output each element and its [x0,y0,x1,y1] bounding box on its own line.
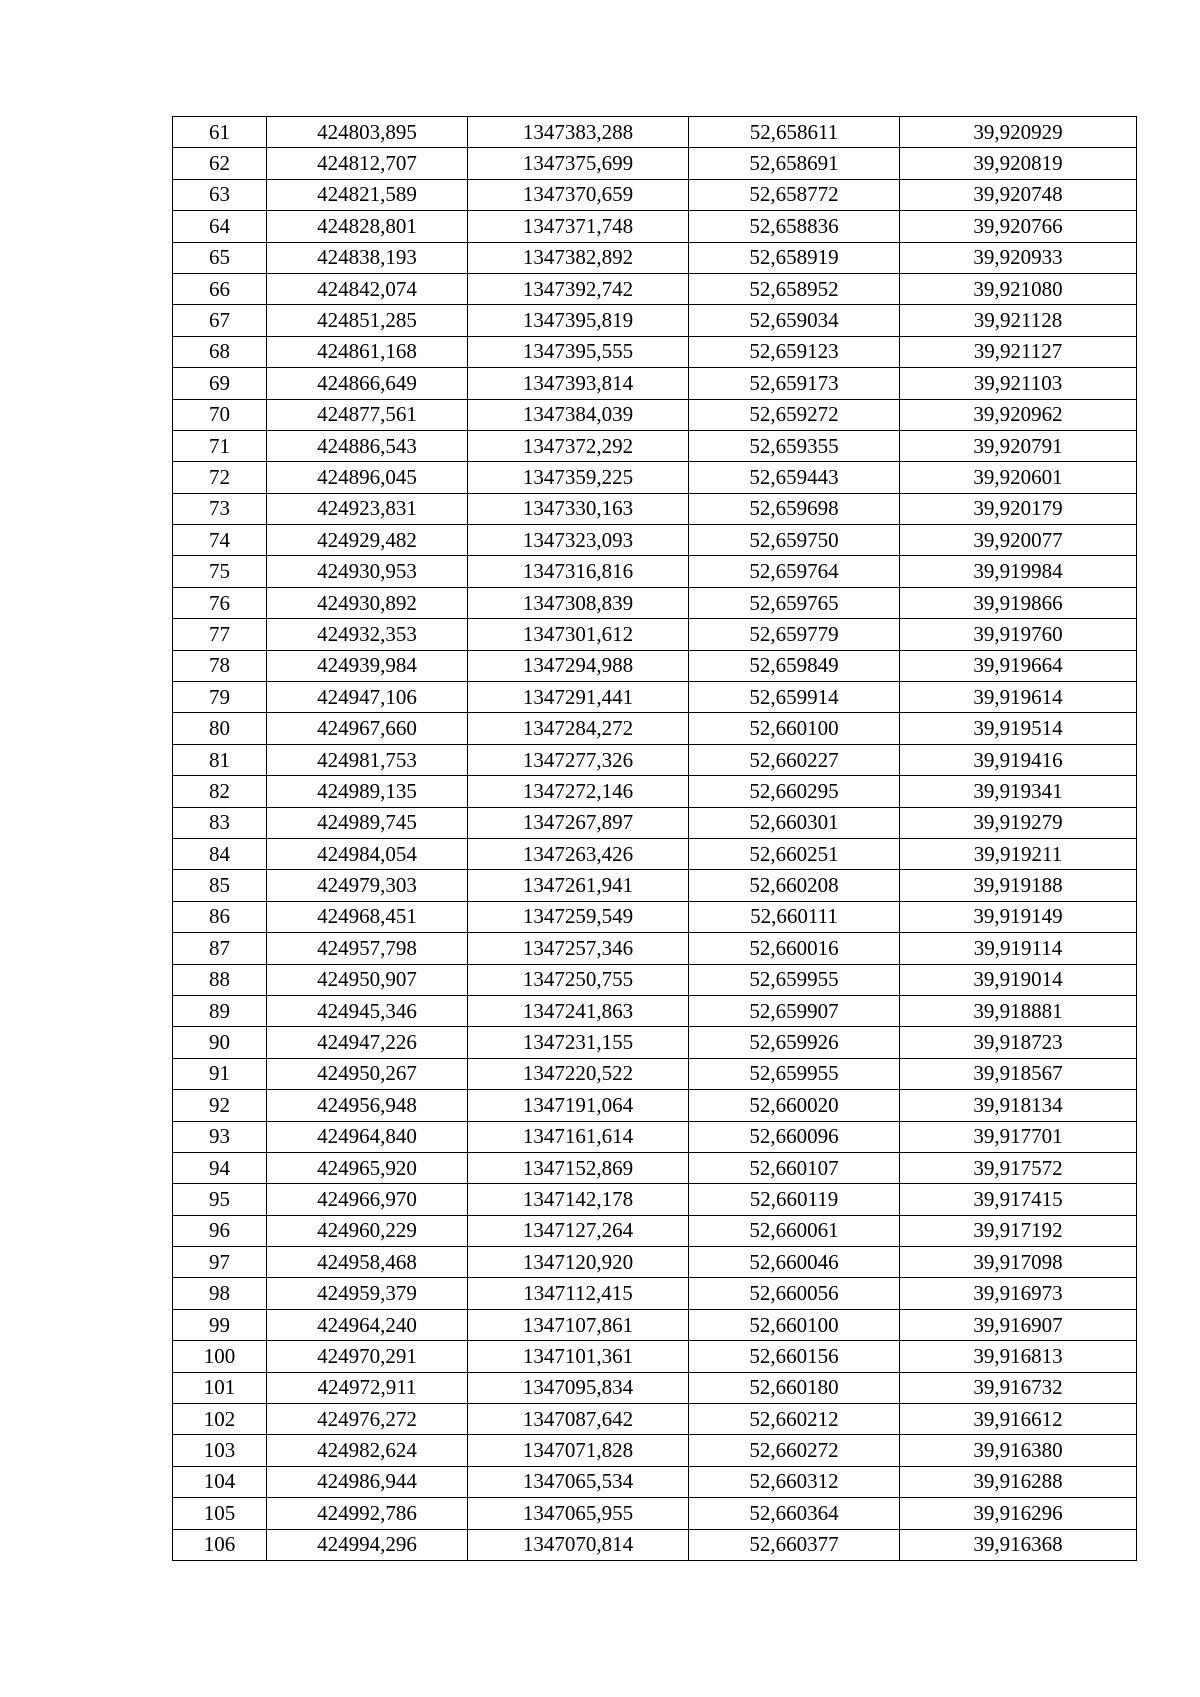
longitude-cell: 39,918723 [900,1027,1137,1058]
latitude-cell: 52,659355 [689,430,900,461]
x-coordinate-cell: 424896,045 [267,462,468,493]
latitude-cell: 52,659034 [689,305,900,336]
point-number-cell: 102 [173,1404,267,1435]
table-row [173,179,1137,210]
longitude-cell: 39,916612 [900,1404,1137,1435]
latitude-cell: 52,659955 [689,964,900,995]
longitude-cell: 39,920766 [900,211,1137,242]
latitude-cell: 52,659765 [689,587,900,618]
point-number-cell: 83 [173,807,267,838]
table-row [173,744,1137,775]
point-number-cell: 104 [173,1466,267,1497]
y-coordinate-cell: 1347065,534 [468,1466,689,1497]
y-coordinate-cell: 1347277,326 [468,744,689,775]
point-number-cell: 94 [173,1152,267,1183]
point-number-cell: 81 [173,744,267,775]
longitude-cell: 39,918567 [900,1058,1137,1089]
x-coordinate-cell: 424982,624 [267,1435,468,1466]
latitude-cell: 52,658772 [689,179,900,210]
x-coordinate-cell: 424966,970 [267,1184,468,1215]
x-coordinate-cell: 424994,296 [267,1529,468,1560]
y-coordinate-cell: 1347384,039 [468,399,689,430]
y-coordinate-cell: 1347371,748 [468,211,689,242]
point-number-cell: 78 [173,650,267,681]
x-coordinate-cell: 424947,106 [267,682,468,713]
longitude-cell: 39,920929 [900,117,1137,148]
longitude-cell: 39,918881 [900,995,1137,1026]
y-coordinate-cell: 1347372,292 [468,430,689,461]
y-coordinate-cell: 1347330,163 [468,493,689,524]
table-row [173,305,1137,336]
y-coordinate-cell: 1347120,920 [468,1247,689,1278]
latitude-cell: 52,660096 [689,1121,900,1152]
x-coordinate-cell: 424976,272 [267,1404,468,1435]
latitude-cell: 52,660111 [689,901,900,932]
longitude-cell: 39,919614 [900,682,1137,713]
point-number-cell: 70 [173,399,267,430]
latitude-cell: 52,659849 [689,650,900,681]
x-coordinate-cell: 424956,948 [267,1090,468,1121]
table-row [173,776,1137,807]
y-coordinate-cell: 1347301,612 [468,619,689,650]
longitude-cell: 39,919416 [900,744,1137,775]
x-coordinate-cell: 424972,911 [267,1372,468,1403]
latitude-cell: 52,660208 [689,870,900,901]
y-coordinate-cell: 1347095,834 [468,1372,689,1403]
table-row [173,368,1137,399]
table-row [173,1184,1137,1215]
table-row [173,1247,1137,1278]
x-coordinate-cell: 424886,543 [267,430,468,461]
table-row [173,964,1137,995]
x-coordinate-cell: 424851,285 [267,305,468,336]
latitude-cell: 52,659764 [689,556,900,587]
latitude-cell: 52,659443 [689,462,900,493]
table-row [173,713,1137,744]
longitude-cell: 39,918134 [900,1090,1137,1121]
point-number-cell: 65 [173,242,267,273]
x-coordinate-cell: 424842,074 [267,273,468,304]
point-number-cell: 61 [173,117,267,148]
x-coordinate-cell: 424960,229 [267,1215,468,1246]
longitude-cell: 39,921127 [900,336,1137,367]
latitude-cell: 52,659272 [689,399,900,430]
point-number-cell: 97 [173,1247,267,1278]
point-number-cell: 87 [173,933,267,964]
x-coordinate-cell: 424964,840 [267,1121,468,1152]
longitude-cell: 39,919984 [900,556,1137,587]
point-number-cell: 90 [173,1027,267,1058]
latitude-cell: 52,660227 [689,744,900,775]
latitude-cell: 52,658611 [689,117,900,148]
point-number-cell: 79 [173,682,267,713]
table-row [173,336,1137,367]
table-row [173,650,1137,681]
y-coordinate-cell: 1347152,869 [468,1152,689,1183]
latitude-cell: 52,659914 [689,682,900,713]
y-coordinate-cell: 1347395,555 [468,336,689,367]
point-number-cell: 92 [173,1090,267,1121]
longitude-cell: 39,919279 [900,807,1137,838]
longitude-cell: 39,916368 [900,1529,1137,1560]
latitude-cell: 52,660061 [689,1215,900,1246]
y-coordinate-cell: 1347375,699 [468,148,689,179]
x-coordinate-cell: 424929,482 [267,525,468,556]
table-row [173,587,1137,618]
table-row [173,1152,1137,1183]
table-row [173,1121,1137,1152]
point-number-cell: 64 [173,211,267,242]
latitude-cell: 52,660056 [689,1278,900,1309]
y-coordinate-cell: 1347071,828 [468,1435,689,1466]
latitude-cell: 52,658691 [689,148,900,179]
x-coordinate-cell: 424967,660 [267,713,468,744]
point-number-cell: 74 [173,525,267,556]
point-number-cell: 71 [173,430,267,461]
latitude-cell: 52,660312 [689,1466,900,1497]
table-row [173,273,1137,304]
table-row [173,1435,1137,1466]
longitude-cell: 39,919760 [900,619,1137,650]
table-row [173,838,1137,869]
latitude-cell: 52,659779 [689,619,900,650]
longitude-cell: 39,920748 [900,179,1137,210]
longitude-cell: 39,919014 [900,964,1137,995]
point-number-cell: 68 [173,336,267,367]
table-row [173,1058,1137,1089]
y-coordinate-cell: 1347259,549 [468,901,689,932]
longitude-cell: 39,920791 [900,430,1137,461]
x-coordinate-cell: 424957,798 [267,933,468,964]
point-number-cell: 84 [173,838,267,869]
point-number-cell: 95 [173,1184,267,1215]
point-number-cell: 66 [173,273,267,304]
latitude-cell: 52,658952 [689,273,900,304]
latitude-cell: 52,660272 [689,1435,900,1466]
latitude-cell: 52,660295 [689,776,900,807]
point-number-cell: 105 [173,1498,267,1529]
table-row [173,995,1137,1026]
y-coordinate-cell: 1347272,146 [468,776,689,807]
latitude-cell: 52,658919 [689,242,900,273]
x-coordinate-cell: 424821,589 [267,179,468,210]
latitude-cell: 52,660364 [689,1498,900,1529]
table-row [173,525,1137,556]
latitude-cell: 52,660107 [689,1152,900,1183]
latitude-cell: 52,660301 [689,807,900,838]
y-coordinate-cell: 1347220,522 [468,1058,689,1089]
y-coordinate-cell: 1347316,816 [468,556,689,587]
longitude-cell: 39,916973 [900,1278,1137,1309]
x-coordinate-cell: 424930,953 [267,556,468,587]
longitude-cell: 39,916380 [900,1435,1137,1466]
x-coordinate-cell: 424981,753 [267,744,468,775]
longitude-cell: 39,921080 [900,273,1137,304]
table-row [173,242,1137,273]
latitude-cell: 52,660156 [689,1341,900,1372]
y-coordinate-cell: 1347267,897 [468,807,689,838]
point-number-cell: 80 [173,713,267,744]
point-number-cell: 85 [173,870,267,901]
y-coordinate-cell: 1347284,272 [468,713,689,744]
longitude-cell: 39,919866 [900,587,1137,618]
x-coordinate-cell: 424828,801 [267,211,468,242]
y-coordinate-cell: 1347263,426 [468,838,689,869]
table-row [173,211,1137,242]
longitude-cell: 39,920179 [900,493,1137,524]
longitude-cell: 39,916813 [900,1341,1137,1372]
latitude-cell: 52,658836 [689,211,900,242]
x-coordinate-cell: 424992,786 [267,1498,468,1529]
x-coordinate-cell: 424989,745 [267,807,468,838]
table-row [173,399,1137,430]
table-row [173,682,1137,713]
latitude-cell: 52,660119 [689,1184,900,1215]
longitude-cell: 39,919664 [900,650,1137,681]
y-coordinate-cell: 1347087,642 [468,1404,689,1435]
x-coordinate-cell: 424964,240 [267,1309,468,1340]
y-coordinate-cell: 1347250,755 [468,964,689,995]
table-row [173,1372,1137,1403]
x-coordinate-cell: 424986,944 [267,1466,468,1497]
table-row [173,1027,1137,1058]
y-coordinate-cell: 1347370,659 [468,179,689,210]
point-number-cell: 88 [173,964,267,995]
y-coordinate-cell: 1347323,093 [468,525,689,556]
longitude-cell: 39,916907 [900,1309,1137,1340]
y-coordinate-cell: 1347142,178 [468,1184,689,1215]
x-coordinate-cell: 424950,267 [267,1058,468,1089]
table-row [173,430,1137,461]
y-coordinate-cell: 1347392,742 [468,273,689,304]
longitude-cell: 39,920819 [900,148,1137,179]
longitude-cell: 39,919211 [900,838,1137,869]
point-number-cell: 69 [173,368,267,399]
x-coordinate-cell: 424989,135 [267,776,468,807]
point-number-cell: 99 [173,1309,267,1340]
point-number-cell: 72 [173,462,267,493]
y-coordinate-cell: 1347383,288 [468,117,689,148]
y-coordinate-cell: 1347257,346 [468,933,689,964]
table-row [173,1090,1137,1121]
latitude-cell: 52,659750 [689,525,900,556]
longitude-cell: 39,919188 [900,870,1137,901]
y-coordinate-cell: 1347070,814 [468,1529,689,1560]
point-number-cell: 82 [173,776,267,807]
table-row [173,1309,1137,1340]
point-number-cell: 86 [173,901,267,932]
latitude-cell: 52,659926 [689,1027,900,1058]
point-number-cell: 101 [173,1372,267,1403]
longitude-cell: 39,916296 [900,1498,1137,1529]
x-coordinate-cell: 424939,984 [267,650,468,681]
longitude-cell: 39,919114 [900,933,1137,964]
latitude-cell: 52,660251 [689,838,900,869]
x-coordinate-cell: 424968,451 [267,901,468,932]
x-coordinate-cell: 424812,707 [267,148,468,179]
point-number-cell: 100 [173,1341,267,1372]
x-coordinate-cell: 424984,054 [267,838,468,869]
x-coordinate-cell: 424979,303 [267,870,468,901]
point-number-cell: 106 [173,1529,267,1560]
x-coordinate-cell: 424861,168 [267,336,468,367]
table-row [173,148,1137,179]
table-row [173,1466,1137,1497]
y-coordinate-cell: 1347359,225 [468,462,689,493]
x-coordinate-cell: 424970,291 [267,1341,468,1372]
point-number-cell: 62 [173,148,267,179]
y-coordinate-cell: 1347065,955 [468,1498,689,1529]
point-number-cell: 96 [173,1215,267,1246]
latitude-cell: 52,660377 [689,1529,900,1560]
latitude-cell: 52,659123 [689,336,900,367]
x-coordinate-cell: 424950,907 [267,964,468,995]
y-coordinate-cell: 1347382,892 [468,242,689,273]
longitude-cell: 39,917415 [900,1184,1137,1215]
table-row [173,117,1137,148]
table-row [173,1341,1137,1372]
y-coordinate-cell: 1347291,441 [468,682,689,713]
point-number-cell: 76 [173,587,267,618]
longitude-cell: 39,920601 [900,462,1137,493]
y-coordinate-cell: 1347231,155 [468,1027,689,1058]
longitude-cell: 39,916732 [900,1372,1137,1403]
x-coordinate-cell: 424877,561 [267,399,468,430]
latitude-cell: 52,659955 [689,1058,900,1089]
longitude-cell: 39,917572 [900,1152,1137,1183]
longitude-cell: 39,920933 [900,242,1137,273]
x-coordinate-cell: 424958,468 [267,1247,468,1278]
y-coordinate-cell: 1347191,064 [468,1090,689,1121]
longitude-cell: 39,919149 [900,901,1137,932]
latitude-cell: 52,660100 [689,713,900,744]
x-coordinate-cell: 424930,892 [267,587,468,618]
x-coordinate-cell: 424959,379 [267,1278,468,1309]
longitude-cell: 39,921128 [900,305,1137,336]
x-coordinate-cell: 424803,895 [267,117,468,148]
table-row [173,1529,1137,1560]
table-row [173,901,1137,932]
y-coordinate-cell: 1347161,614 [468,1121,689,1152]
point-number-cell: 98 [173,1278,267,1309]
y-coordinate-cell: 1347101,361 [468,1341,689,1372]
x-coordinate-cell: 424965,920 [267,1152,468,1183]
point-number-cell: 77 [173,619,267,650]
latitude-cell: 52,660212 [689,1404,900,1435]
point-number-cell: 93 [173,1121,267,1152]
table-row [173,933,1137,964]
x-coordinate-cell: 424838,193 [267,242,468,273]
y-coordinate-cell: 1347294,988 [468,650,689,681]
latitude-cell: 52,660016 [689,933,900,964]
y-coordinate-cell: 1347393,814 [468,368,689,399]
latitude-cell: 52,659173 [689,368,900,399]
latitude-cell: 52,660180 [689,1372,900,1403]
point-number-cell: 67 [173,305,267,336]
latitude-cell: 52,660100 [689,1309,900,1340]
longitude-cell: 39,917098 [900,1247,1137,1278]
longitude-cell: 39,920962 [900,399,1137,430]
table-row [173,462,1137,493]
table-row [173,807,1137,838]
y-coordinate-cell: 1347112,415 [468,1278,689,1309]
x-coordinate-cell: 424947,226 [267,1027,468,1058]
x-coordinate-cell: 424945,346 [267,995,468,1026]
table-row [173,1498,1137,1529]
latitude-cell: 52,659698 [689,493,900,524]
y-coordinate-cell: 1347261,941 [468,870,689,901]
table-row [173,1404,1137,1435]
table-row [173,1278,1137,1309]
table-row [173,556,1137,587]
x-coordinate-cell: 424932,353 [267,619,468,650]
table-row [173,870,1137,901]
table-row [173,493,1137,524]
point-number-cell: 89 [173,995,267,1026]
longitude-cell: 39,920077 [900,525,1137,556]
table-row [173,1215,1137,1246]
table-row [173,619,1137,650]
point-number-cell: 73 [173,493,267,524]
point-number-cell: 103 [173,1435,267,1466]
y-coordinate-cell: 1347127,264 [468,1215,689,1246]
point-number-cell: 75 [173,556,267,587]
x-coordinate-cell: 424866,649 [267,368,468,399]
longitude-cell: 39,917192 [900,1215,1137,1246]
longitude-cell: 39,919341 [900,776,1137,807]
point-number-cell: 91 [173,1058,267,1089]
latitude-cell: 52,660020 [689,1090,900,1121]
y-coordinate-cell: 1347308,839 [468,587,689,618]
latitude-cell: 52,659907 [689,995,900,1026]
y-coordinate-cell: 1347241,863 [468,995,689,1026]
point-number-cell: 63 [173,179,267,210]
longitude-cell: 39,919514 [900,713,1137,744]
y-coordinate-cell: 1347107,861 [468,1309,689,1340]
longitude-cell: 39,917701 [900,1121,1137,1152]
coordinates-table-body [173,117,1137,1561]
longitude-cell: 39,921103 [900,368,1137,399]
coordinates-table [172,116,1137,1561]
latitude-cell: 52,660046 [689,1247,900,1278]
longitude-cell: 39,916288 [900,1466,1137,1497]
y-coordinate-cell: 1347395,819 [468,305,689,336]
x-coordinate-cell: 424923,831 [267,493,468,524]
